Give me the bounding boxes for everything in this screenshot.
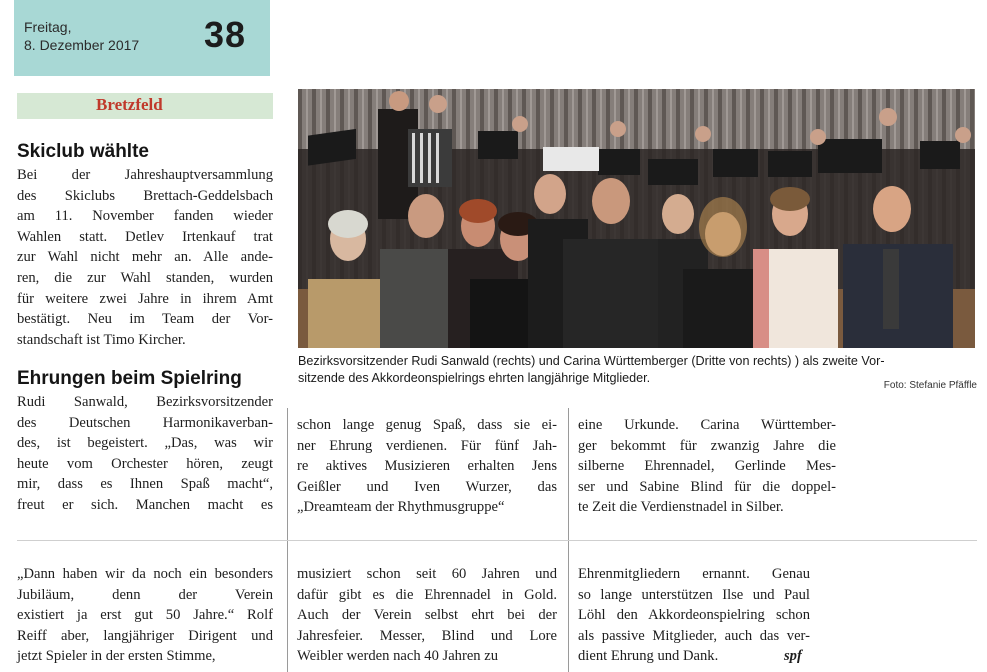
caption-line: Bezirksvorsitzender Rudi Sanwald (rechts) und Carina Württemberger (Dritte von rechts) ) als zweite Vor- [298, 354, 885, 368]
issue-date-value: 8. Dezember 2017 [24, 37, 140, 53]
text-line: dafür gibt es die Ehrennadel in Gold. [297, 586, 557, 603]
issue-date [24, 18, 139, 54]
photo-caption [298, 353, 978, 387]
article2-col3-bottom [578, 564, 810, 667]
text-line: als passive Mitglieder, auch das ver- [578, 627, 810, 644]
photo-credit: Foto: Stefanie Pfäffle [883, 380, 977, 391]
text-line: am 11. November fanden wieder [17, 208, 273, 225]
issue-weekday: Freitag, [24, 19, 72, 35]
article1-body [17, 165, 273, 350]
article2-col1-bottom [17, 564, 273, 667]
author-signature: spf [784, 648, 802, 664]
text-line: ren, die zur Wahl standen, wurden [17, 269, 273, 286]
text-line: Rudi Sanwald, Bezirksvorsitzender [17, 394, 273, 410]
article2-col2-bottom [297, 564, 557, 667]
section-label: Bretzfeld [96, 95, 163, 114]
text-line: zur Wahl nicht mehr an. Alle ande- [17, 249, 273, 266]
text-line: existiert ja erst gut 50 Jahre.“ Rolf [17, 607, 273, 624]
text-line: schon lange genug Spaß, dass sie ei- [297, 417, 557, 433]
text-line: Auch der Verein selbst ehrt bei der [297, 607, 557, 624]
text-line: für weitere zwei Jahre in ihrem Amt [17, 290, 273, 307]
text-line: Reiff aber, langjähriger Dirigent und [17, 627, 273, 644]
text-line: Löhl den Akkordeonspielring schon [578, 607, 810, 624]
text-line: „Dann haben wir da noch ein besonders [17, 566, 273, 582]
text-line: Weibler werden nach 40 Jahren zu [297, 648, 499, 665]
caption-line: sitzende des Akkordeonspielrings ehrten langjährige Mitglieder. [298, 371, 651, 385]
article2-col2-top [297, 415, 557, 518]
text-line: silberne Ehrennadel, Gerlinde Mes- [578, 458, 836, 475]
text-line: dient Ehrung und Dank. [578, 648, 719, 665]
text-line: standschaft ist Timo Kircher. [17, 331, 186, 348]
text-line: Geißler und Iven Wurzer, das [297, 478, 557, 495]
article1-headline: Skiclub wählte [17, 141, 149, 162]
text-line: jetzt Spieler in der ersten Stimme, [17, 648, 216, 665]
text-line: Ehrenmitgliedern ernannt. Genau [578, 566, 810, 582]
text-line: freut er sich. Manchen macht es [17, 496, 273, 513]
text-line: Wahlen statt. Detlev Irtenkauf trat [17, 228, 273, 245]
text-line: re aktives Musizieren erhalten Jens [297, 458, 557, 475]
text-line: des, ist begeistert. „Das, was wir [17, 435, 273, 452]
text-line: des Skiclubs Brettach-Geddelsbach [17, 187, 273, 204]
text-line: Jahresfeier. Messer, Blind und Lore [297, 627, 557, 644]
fold-rule [17, 540, 977, 541]
text-line: musiziert schon seit 60 Jahren und [297, 566, 557, 582]
text-line: des Deutschen Harmonikaverban- [17, 414, 273, 431]
text-line: mir, dass es Ihnen Spaß macht“, [17, 476, 273, 493]
text-line: bestätigt. Neu im Team der Vor- [17, 311, 273, 328]
text-line: ger bekommt für zwanzig Jahre die [578, 437, 836, 454]
text-line: heute vom Orchester hören, zeugt [17, 455, 273, 472]
article2-headline: Ehrungen beim Spielring [17, 368, 242, 389]
text-line: Jubiläum, denn der Verein [17, 586, 273, 603]
article2-col3-top [578, 415, 836, 518]
text-line: ser und Sabine Blind für die doppel- [578, 478, 836, 495]
article2-col1-top [17, 392, 273, 516]
text-line: ner Ehrung verdienen. Für fünf Jah- [297, 437, 557, 454]
article-photo [298, 89, 975, 348]
photo-image [298, 89, 975, 348]
text-line: eine Urkunde. Carina Württember- [578, 417, 836, 433]
text-line: so lange unterstützen Ilse und Paul [578, 586, 810, 603]
text-line: „Dreamteam der Rhythmusgruppe“ [297, 499, 505, 516]
page-number: 38 [204, 14, 247, 55]
text-line: Bei der Jahreshauptversammlung [17, 167, 273, 183]
text-line: te Zeit die Verdienstnadel in Silber. [578, 499, 784, 516]
